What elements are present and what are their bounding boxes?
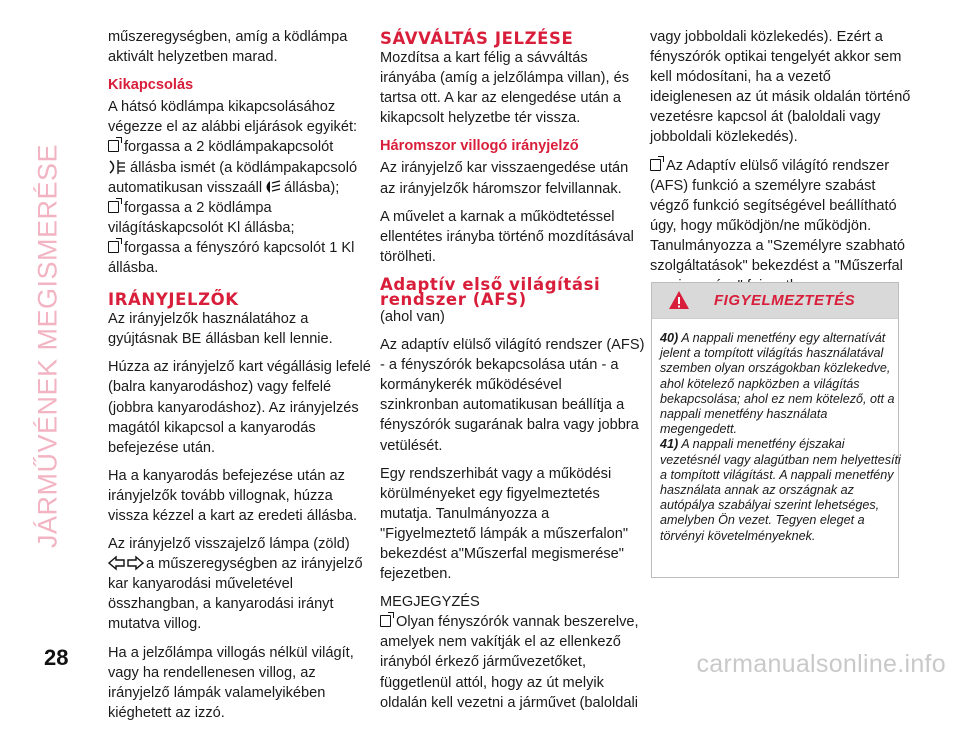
warning-item-40: 40) A nappali menetfény egy alternatívát (660, 331, 886, 345)
bullet-arrow-icon (380, 615, 391, 627)
paragraph: Az irányjelző visszajelző lámpa (zöld) a műszeregységben az irányjelző kar kanyarodási műveletével összhangban, a kanyarodási irányt mutatva villog. (108, 536, 363, 633)
bullet-arrow-icon (108, 201, 119, 213)
warning-box (651, 282, 899, 578)
column-1 (108, 27, 371, 731)
step-1: forgassa a 2 ködlámpakapcsolót (108, 137, 356, 157)
paragraph: Az irányjelzők használatához a gyújtásnak BE állásban kell lennie. (108, 311, 333, 348)
paragraph: Az adaptív elülső világító rendszer (AFS) - a fényszórók bekapcsolása után - a kormánykerék működésével szinkronban automatikusan beállítja a fényszórók sugarának balra vagy jobbra vetülését. (380, 337, 645, 454)
paragraph: vagy jobboldali közlekedés). Ezért a fényszórók optikai tengelyét akkor sem kell módosítani, ha a vezető ideiglenesen az út másik oldalán történő vezetésre kapcsol át (baloldali vagy jobboldali közlekedés). (650, 29, 911, 146)
kikapcsolas-heading: Kikapcsolás (108, 77, 194, 94)
paragraph: Ha a jelzőlámpa villogás nélkül világít, vagy ha rendellenesen villog, az irányjelző lámpák valamelyikében kiéghetett az izzó. (108, 644, 354, 721)
afs-heading: Adaptív első világítási rendszer (AFS) (380, 274, 601, 309)
watermark: carmanualsonline.info (696, 650, 946, 678)
bullet-arrow-icon (108, 140, 119, 152)
fog-lamp-icon (262, 179, 282, 195)
column-3 (650, 27, 911, 296)
fog-lamp-icon (108, 159, 128, 175)
paragraph: A művelet a karnak a működtetéssel ellentétes irányba történő mozdításával törölheti. (380, 208, 634, 265)
paragraph: Egy rendszerhibát vagy a működési körülményeket egy figyelmeztetés mutatja. Tanulmányozza a "Figyelmeztető lámpák a műszerfalon" bekezdést a"Műszerfal megismerése" fejezetben. (380, 465, 629, 583)
paragraph: Ha a kanyarodás befejezése után az irányjelzők tovább villognak, húzza vissza kézzel a kart az eredeti állásba. (108, 467, 358, 524)
bullet-arrow-icon (650, 159, 661, 171)
intro-paragraph: műszeregységben, amíg a ködlámpa aktivált helyzetben marad. (108, 29, 348, 66)
warning-body: 40) A nappali menetfény egy alternatívát jelent a tompított világítás használatával szemben olyan országokban közlekedve, ahol kötelező napközben a világítás bekapcsolása; ahol ez nem kötelező, ott a nappali menetfény használata megengedett. 41) A nappali menetfény éjszakai vezetésnél vagy alagútban nem helyettesíti a tompított világítást. A nappali menetfény használata annak az országnak az autópálya szabályai szerint lehetséges, amelyben Ön vezet. Tegyen eleget a törvényi követelményeknek. (660, 331, 901, 543)
iranyjelzok-heading: IRÁNYJELZŐK (108, 290, 239, 310)
turn-signal-arrows-icon (108, 555, 144, 571)
step-3: forgassa a fényszóró kapcsolót 1 Kl (108, 238, 356, 258)
paragraph: Az Adaptív elülső világító rendszer (AFS) funkció a személyre szabást végző funkció segítségével beállítható úgy, hogy működjön/ne működjön. Tanulmányozza a "Személyre szabható szolgáltatások" bekezdést a "Műszerfal (650, 157, 906, 275)
haromszor-heading: Háromszor villogó irányjelző (380, 138, 579, 155)
side-section-title: JÁRMŰVÉNEK MEGISMERÉSE (32, 143, 63, 549)
warning-header (652, 283, 898, 319)
note-label: MEGJEGYZÉS (380, 594, 480, 611)
paragraph: Húzza az irányjelző kart végállásig lefelé (balra kanyarodáshoz) vagy felfelé (jobbra kanyarodáshoz). Az irányjelzés magától kikapcsol a kanyarodás befejezése után. (108, 359, 371, 456)
page-number: 28 (44, 645, 69, 670)
warning-item-41: 41) A nappali menetfény éjszakai (660, 437, 845, 452)
note-block: MEGJEGYZÉS Olyan fényszórók vannak beszerelve, amelyek nem vakítják el az ellenkező irányból érkező járművezetőket, függetlenül attól, hogy az út melyik oldalán kell vezetni a járművet (baloldali (380, 594, 639, 711)
column-2 (380, 27, 645, 713)
kikapcsolas-text: A hátsó ködlámpa kikapcsolásához végezze el az alábbi eljárások egyikét: (108, 99, 358, 136)
savvaltas-heading: SÁVVÁLTÁS JELZÉSE (380, 29, 574, 48)
bullet-arrow-icon (108, 241, 119, 253)
step-list: forgassa a 2 ködlámpakapcsolót állásba ismét (a ködlámpakapcsoló automatikusan visszaáll állásba); forgassa a 2 ködlámpa világításkapcsolót Kl állásba; forgassa a fényszóró kapcsolót 1 Kl állásba. (108, 139, 358, 277)
paragraph: Az irányjelző kar visszaengedése után az irányjelzők háromszor felvillannak. (380, 160, 629, 197)
step-2: forgassa a 2 ködlámpa (108, 198, 356, 218)
warning-triangle-icon (668, 290, 690, 310)
paragraph: Mozdítsa a kart félig a sávváltás irányába (amíg a jelzőlámpa villan), és tartsa ott. A kar az elengedése után a kikapcsolt helyzetbe tér vissza. (380, 50, 630, 127)
warning-title: FIGYELMEZTETÉS (714, 292, 856, 309)
afs-subtitle: (ahol van) (380, 308, 445, 325)
